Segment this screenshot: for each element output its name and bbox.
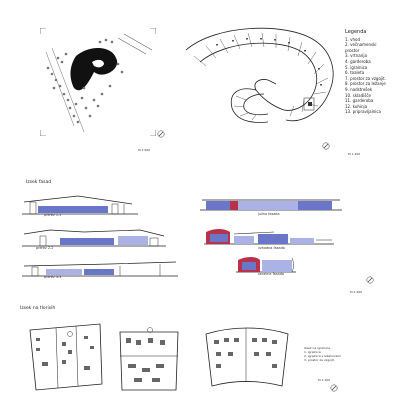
- caption-section-2: prerez 2-2: [36, 246, 54, 250]
- floor-plan: [176, 20, 346, 132]
- legend-item: 4. garderoba: [345, 58, 371, 64]
- caption-section-3: prerez 3-3: [44, 275, 62, 279]
- north-arrow-icon: [157, 130, 165, 138]
- facade-north: [236, 254, 296, 274]
- legend-item: 12. kuhinja: [345, 103, 368, 109]
- plans-title: Izsek na tlorisih: [20, 306, 56, 311]
- legend: [345, 30, 389, 115]
- facades-scale: M 1:200: [350, 290, 363, 294]
- caption-facade-north: severna fasada: [258, 272, 284, 276]
- north-arrow-icon: [322, 142, 330, 150]
- facade-east: [204, 226, 334, 248]
- legend-item: 8. prostor za ležanje: [345, 81, 386, 87]
- facades-title: Izsek fasad: [26, 180, 52, 185]
- site-plan-scale: M 1:500: [138, 148, 151, 152]
- facade-south: [200, 194, 342, 214]
- legend-item: 11. garderoba: [345, 98, 374, 104]
- legend-item: 1. vhod: [345, 36, 360, 42]
- caption-facade-east: vzhodna fasada: [258, 246, 285, 250]
- caption-section-1: prerez 1-1: [44, 213, 62, 217]
- north-arrow-icon: [366, 276, 374, 284]
- legend-item: 3. vrtnarija: [345, 53, 367, 59]
- legend-item: 2. večnamenski prostor: [345, 42, 377, 53]
- section-1-1: [20, 192, 140, 220]
- detail-plan-2: [116, 326, 182, 394]
- legend-item: 6. toaleta: [345, 70, 365, 76]
- site-plan: [40, 28, 156, 136]
- legend-item: 9. nadstrešek: [345, 86, 373, 92]
- floor-plan-scale: M 1:200: [348, 152, 361, 156]
- caption-facade-south: južna fasada: [258, 212, 280, 216]
- legend-item: 10. skladišče: [345, 92, 371, 98]
- note-line: 3. prostor za vzgojit.: [304, 358, 335, 362]
- north-arrow-icon: [330, 384, 338, 392]
- detail-notes: [304, 346, 341, 362]
- detail-plan-3: [202, 324, 292, 394]
- note-line: 1. igralnica: [304, 350, 321, 354]
- note-line: Izsek na igralnice: [304, 346, 331, 350]
- legend-title: Legenda: [345, 29, 367, 35]
- note-line: 2. igralnica s ležalnicami: [304, 354, 342, 358]
- detail-scale: M 1:100: [318, 378, 331, 382]
- legend-item: 7. prostor za vzgojit.: [345, 75, 386, 81]
- detail-plan-1: [26, 322, 106, 394]
- legend-item: 13. pripravljalnica: [345, 109, 382, 115]
- legend-item: 5. igralnica: [345, 64, 368, 70]
